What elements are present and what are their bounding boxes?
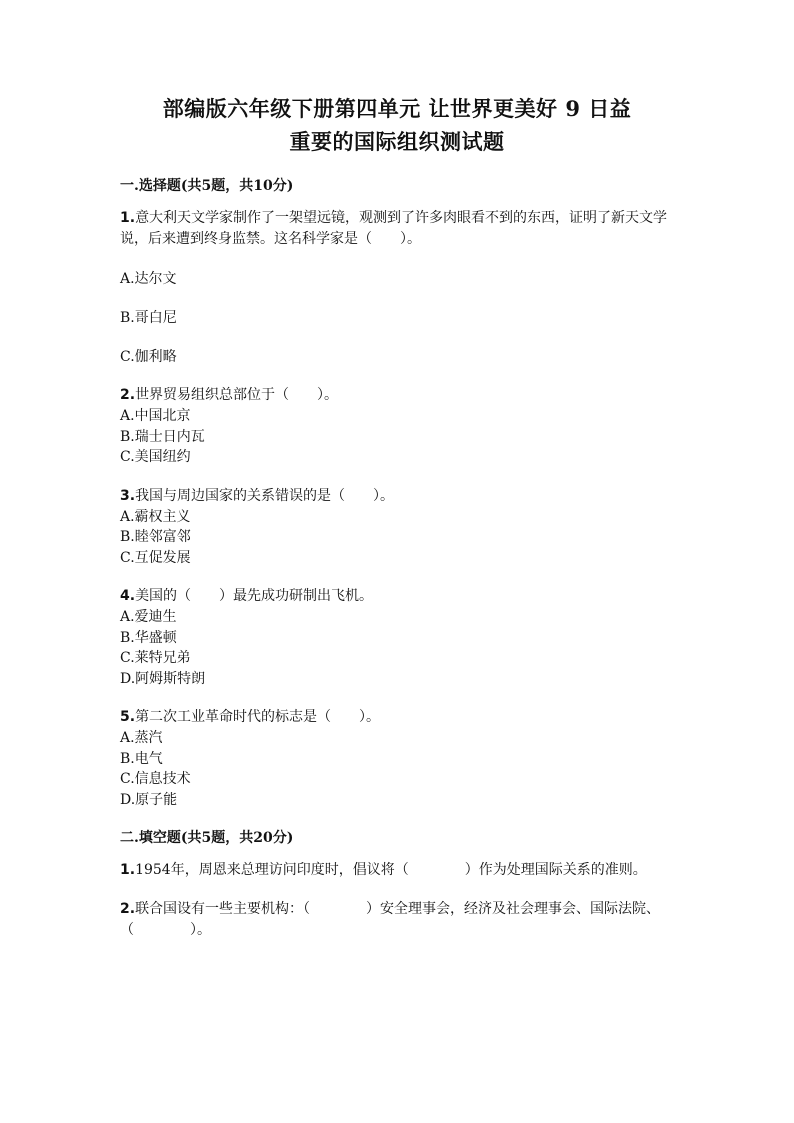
question-number: 1. — [120, 210, 136, 226]
question-number: 5. — [120, 709, 136, 725]
question-text — [120, 208, 674, 250]
question-body: 我国与周边国家的关系错误的是（ ）。 — [135, 487, 395, 504]
option-d: D.阿姆斯特朗 — [120, 670, 206, 687]
document-title — [120, 92, 674, 158]
option-a: A.爱迪生 — [120, 609, 177, 625]
question-text — [120, 385, 674, 406]
title-line-2: 重要的国际组织测试题 — [289, 129, 505, 154]
option-b: B.睦邻富邻 — [120, 529, 191, 545]
option-b: B.电气 — [120, 750, 163, 767]
question-body: 意大利天文学家制作了一架望远镜，观测到了许多肉眼看不到的东西，证明了新天文学说，后来遭到终身监禁。这名科学家是（ ）。 — [120, 210, 668, 247]
question-body: 世界贸易组织总部位于（ ）。 — [135, 387, 339, 403]
option-b: B.华盛顿 — [120, 629, 177, 646]
question-text — [120, 586, 674, 607]
question-choice-5 — [120, 707, 674, 810]
option-b: B.哥白尼 — [120, 310, 177, 326]
question-number: 4. — [120, 588, 136, 604]
option-a: A.霸权主义 — [120, 508, 191, 525]
option-c: C.互促发展 — [120, 549, 191, 566]
question-body: 联合国设有一些主要机构：（ ）安全理事会，经济及社会理事会、国际法院、（ ）。 — [120, 901, 661, 938]
question-fill-2 — [120, 899, 674, 941]
question-number: 1. — [120, 862, 136, 878]
question-choice-1 — [120, 208, 674, 367]
option-a: A.中国北京 — [120, 408, 191, 424]
section-heading-fill: 二.填空题(共5题，共20分) — [120, 830, 294, 846]
option-b: B.瑞士日内瓦 — [120, 428, 205, 445]
question-text — [120, 860, 674, 881]
title-line-1: 部编版六年级下册第四单元 让世界更美好 9 日益 — [162, 96, 632, 121]
question-text — [120, 486, 674, 507]
option-c: C.莱特兄弟 — [120, 650, 191, 666]
option-a: A.达尔文 — [120, 271, 177, 287]
question-number: 2. — [120, 387, 136, 403]
question-number: 2. — [120, 901, 136, 917]
question-choice-4 — [120, 586, 674, 689]
question-text — [120, 899, 674, 941]
question-choice-2 — [120, 385, 674, 468]
question-choice-3 — [120, 486, 674, 569]
option-a: A.蒸汽 — [120, 730, 163, 746]
question-body: 1954年，周恩来总理访问印度时，倡议将（ ）作为处理国际关系的准则。 — [135, 862, 647, 878]
question-text — [120, 707, 674, 728]
option-d: D.原子能 — [120, 791, 178, 808]
option-c: C.美国纽约 — [120, 449, 191, 465]
question-body: 美国的（ ）最先成功研制出飞机。 — [135, 588, 374, 604]
option-c: C.信息技术 — [120, 771, 191, 787]
option-c: C.伽利略 — [120, 349, 177, 365]
question-body: 第二次工业革命时代的标志是（ ）。 — [135, 709, 381, 725]
question-number: 3. — [120, 487, 136, 504]
question-fill-1 — [120, 860, 674, 881]
section-heading-choice: 一.选择题(共5题，共10分) — [120, 178, 294, 194]
